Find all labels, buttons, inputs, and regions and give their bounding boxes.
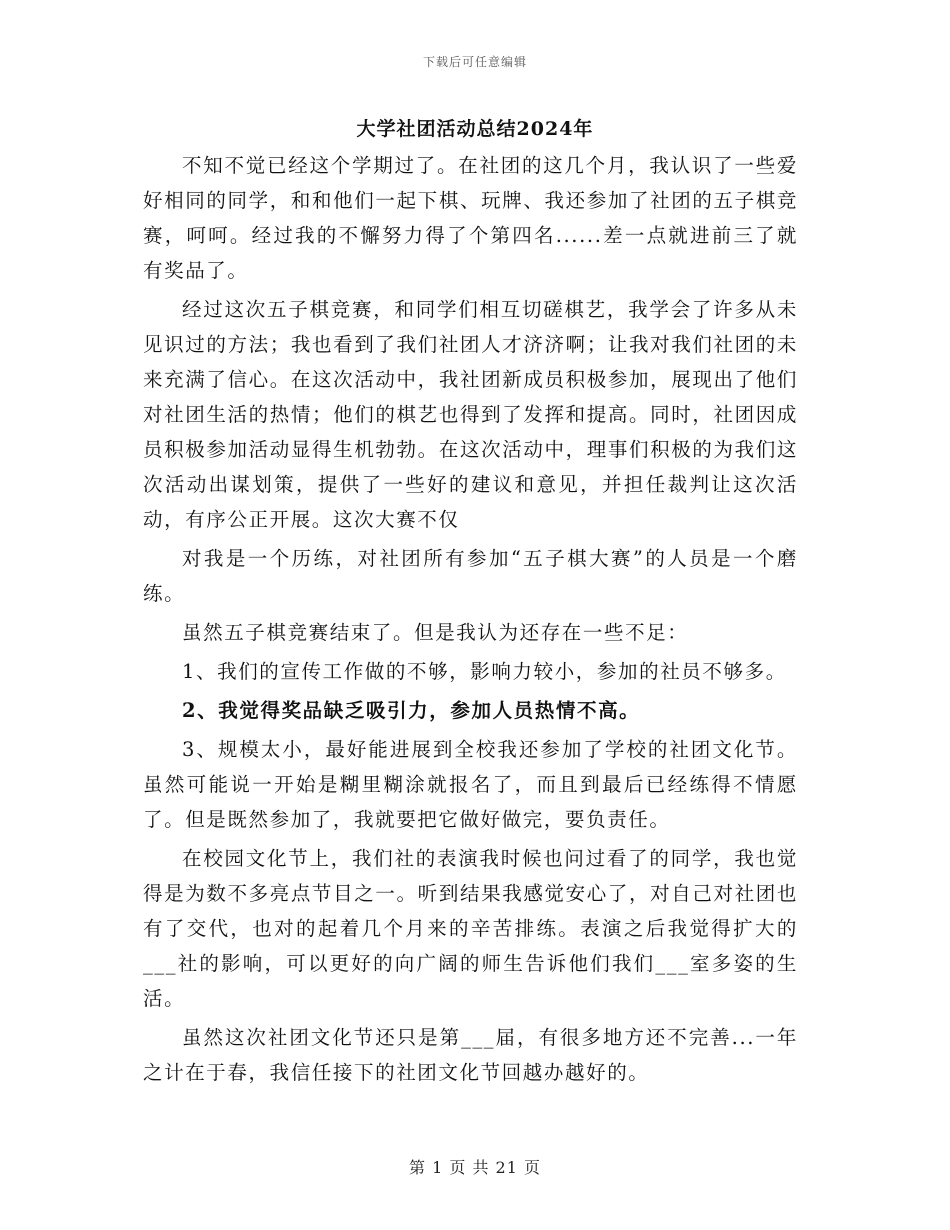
- header-note: 下载后可任意编辑: [422, 55, 527, 69]
- paragraph-training: 对我是一个历练，对社团所有参加“五子棋大赛”的人员是一个磨练。: [143, 547, 798, 605]
- paragraph-intro: 不知不觉已经这个学期过了。在社团的这几个月，我认识了一些爱好相同的同学，和和他们一起下棋、玩牌、我还参加了社团的五子棋竞赛，呵呵。经过我的不懈努力得了个第四名......差一点就进前三了就有奖品了。: [143, 154, 798, 282]
- paragraph-point-3: 3、规模太小，最好能进展到全校我还参加了学校的社团文化节。虽然可能说一开始是糊里糊涂就报名了，而且到最后已经练得不情愿了。但是既然参加了，我就要把它做好做完，要负责任。: [143, 738, 798, 831]
- document-body: [143, 148, 798, 1094]
- paragraph-culture-festival: 在校园文化节上，我们社的表演我时候也问过看了的同学，我也觉得是为数不多亮点节目之一。听到结果我感觉安心了，对自己对社团也有了交代，也对的起着几个月来的辛苦排练。表演之后我觉得扩大的___社的影响，可以更好的向广阔的师生告诉他们我们___室多姿的生活。: [143, 847, 798, 1010]
- paragraph-closing: 虽然这次社团文化节还只是第___届，有很多地方还不完善...一年之计在于春，我信任接下的社团文化节回越办越好的。: [143, 1026, 798, 1084]
- paragraph-shortcomings-intro: 虽然五子棋竞赛结束了。但是我认为还存在一些不足：: [182, 621, 689, 644]
- page-number: 第 1 页 共 21 页: [409, 1158, 541, 1177]
- paragraph-point-2: 2、我觉得奖品缺乏吸引力，参加人员热情不高。: [182, 699, 641, 722]
- paragraph-point-1: 1、我们的宣传工作做的不够，影响力较小，参加的社员不够多。: [182, 660, 787, 683]
- paragraph-competition: 经过这次五子棋竞赛，和同学们相互切磋棋艺，我学会了许多从未见识过的方法；我也看到了我们社团人才济济啊；让我对我们社团的未来充满了信心。在这次活动中，我社团新成员积极参加，展现出了他们对社团生活的热情；他们的棋艺也得到了发挥和提高。同时，社团因成员积极参加活动显得生机勃勃。在这次活动中，理事们积极的为我们这次活动出谋划策，提供了一些好的建议和意见，并担任裁判让这次活动，有序公正开展。这次大赛不仅: [143, 298, 798, 531]
- document-title: 大学社团活动总结2024年: [356, 118, 594, 140]
